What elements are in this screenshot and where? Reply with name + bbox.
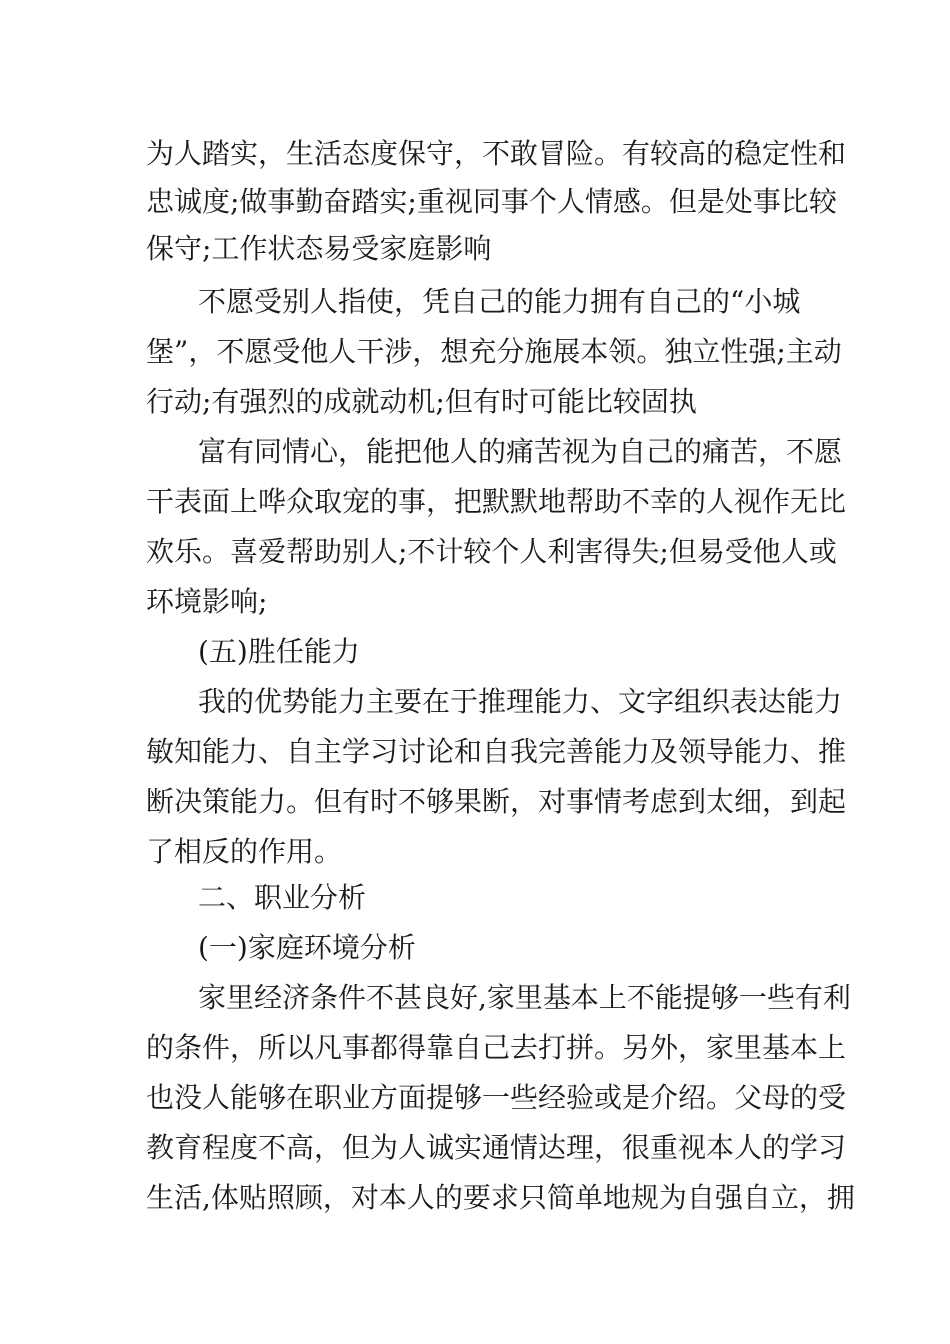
text-line: 家里经济条件不甚良好,家里基本上不能提够一些有利 <box>198 981 851 1014</box>
text-line: 断决策能力。但有时不够果断，对事情考虑到太细，到起 <box>146 785 847 818</box>
text-line: 教育程度不高，但为人诚实通情达理，很重视本人的学习 <box>146 1131 847 1164</box>
section-heading: (五)胜任能力 <box>198 635 360 668</box>
text-line: 行动;有强烈的成就动机;但有时可能比较固执 <box>146 385 697 418</box>
text-line: 敏知能力、自主学习讨论和自我完善能力及领导能力、推 <box>146 735 847 768</box>
text-line: 保守;工作状态易受家庭影响 <box>146 232 492 265</box>
text-line: 生活,体贴照顾，对本人的要求只简单地规为自强自立，拥 <box>146 1181 855 1214</box>
text-line: 为人踏实，生活态度保守，不敢冒险。有较高的稳定性和 <box>146 137 847 170</box>
text-line: 的条件，所以凡事都得靠自己去打拼。另外，家里基本上 <box>146 1031 847 1064</box>
text-line: 欢乐。喜爱帮助别人;不计较个人利害得失;但易受他人或 <box>146 535 837 568</box>
text-line: 我的优势能力主要在于推理能力、文字组织表达能力 <box>198 685 843 718</box>
text-line: 富有同情心，能把他人的痛苦视为自己的痛苦，不愿 <box>198 435 843 468</box>
text-line: 也没人能够在职业方面提够一些经验或是介绍。父母的受 <box>146 1081 847 1114</box>
text-line: 干表面上哗众取宠的事，把默默地帮助不幸的人视作无比 <box>146 485 847 518</box>
section-heading: 二、职业分析 <box>198 881 367 914</box>
text-line: 堡”，不愿受他人干涉，想充分施展本领。独立性强;主动 <box>146 335 842 368</box>
text-line: 忠诚度;做事勤奋踏实;重视同事个人情感。但是处事比较 <box>146 185 837 218</box>
text-line: 环境影响; <box>146 585 268 618</box>
text-line: 了相反的作用。 <box>146 835 343 868</box>
section-heading: (一)家庭环境分析 <box>198 931 416 964</box>
text-line: 不愿受别人指使，凭自己的能力拥有自己的“小城 <box>198 285 801 318</box>
